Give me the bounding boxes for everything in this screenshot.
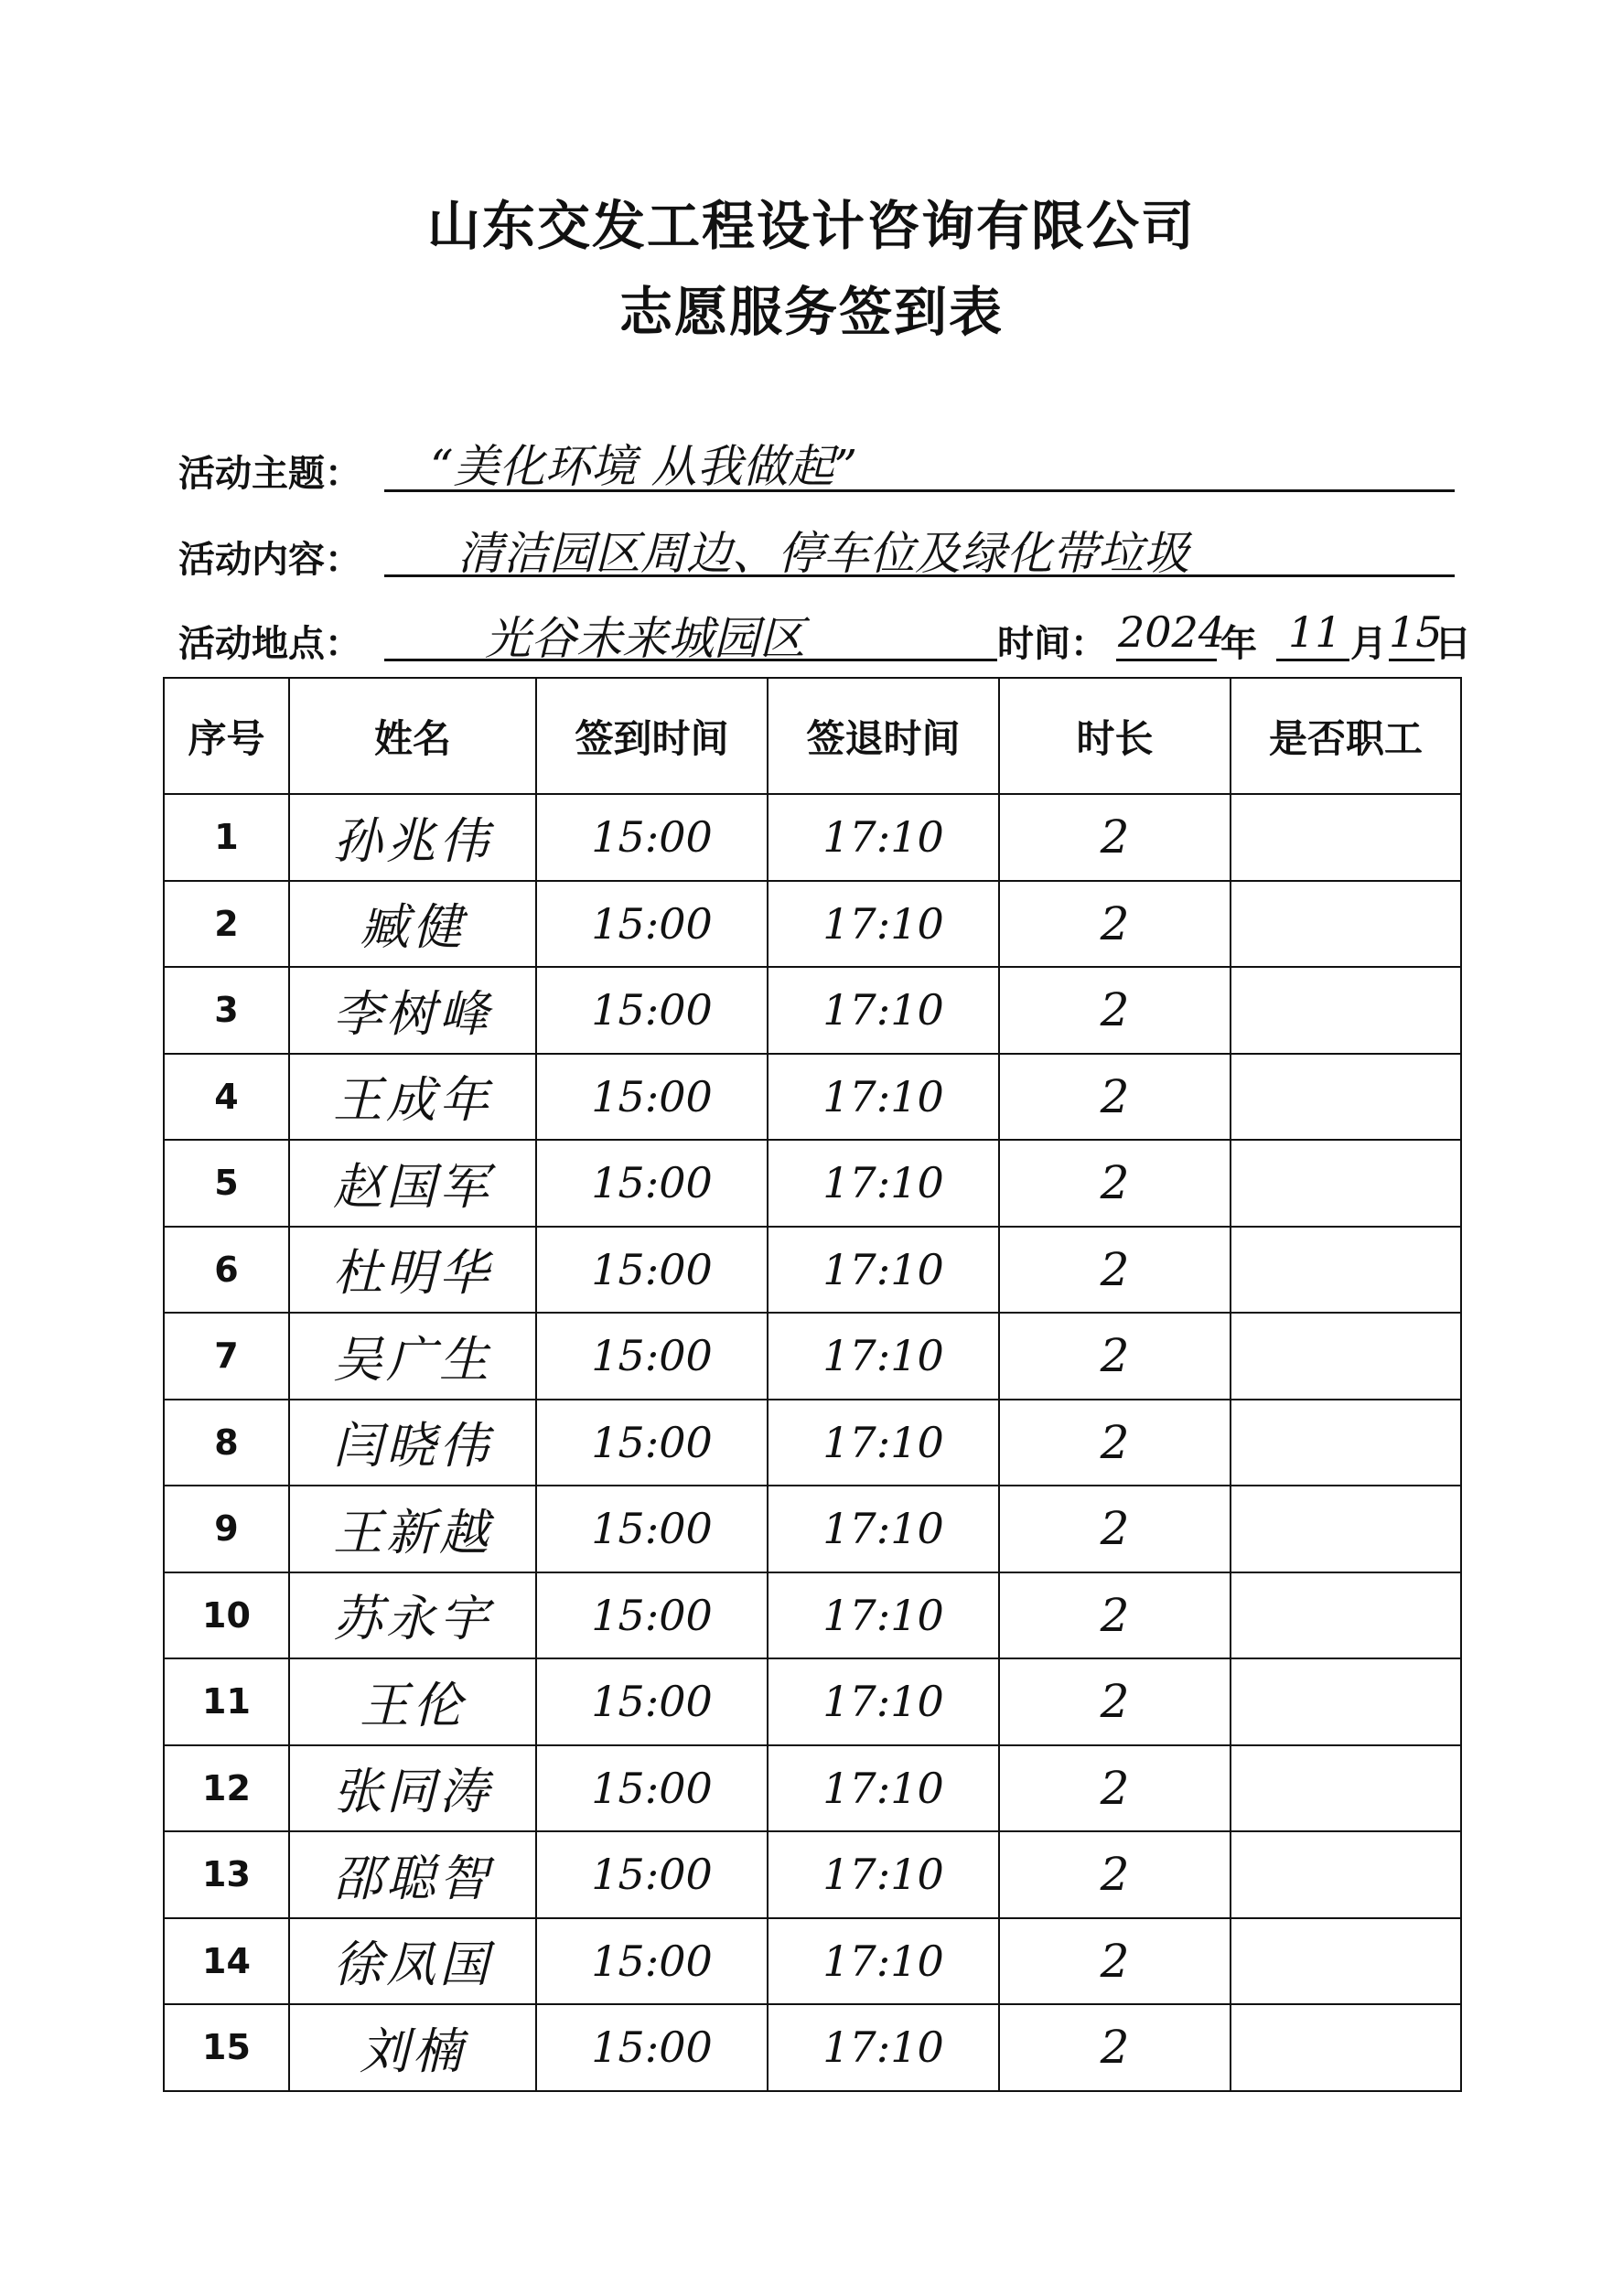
duration-hours: 2 bbox=[999, 794, 1231, 881]
table-row bbox=[164, 1658, 1461, 1745]
table-row bbox=[164, 881, 1461, 968]
date-day: 15 bbox=[1389, 607, 1443, 657]
signout-time: 17:10 bbox=[768, 1658, 999, 1745]
signature-name: 王新越 bbox=[289, 1486, 536, 1572]
signin-time: 15:00 bbox=[536, 2004, 768, 2091]
signin-time: 15:00 bbox=[536, 794, 768, 881]
row-number: 12 bbox=[164, 1745, 289, 1832]
duration-hours: 2 bbox=[999, 2004, 1231, 2091]
signout-time: 17:10 bbox=[768, 1831, 999, 1918]
table-header-row bbox=[164, 678, 1461, 794]
row-number: 2 bbox=[164, 881, 289, 968]
row-number: 4 bbox=[164, 1054, 289, 1141]
row-number: 14 bbox=[164, 1918, 289, 2005]
duration-hours: 2 bbox=[999, 1745, 1231, 1832]
signature-name: 闫晓伟 bbox=[289, 1400, 536, 1486]
date-month: 11 bbox=[1288, 607, 1342, 657]
col-header-signin: 签到时间 bbox=[536, 678, 768, 794]
theme-label: 活动主题： bbox=[178, 453, 361, 495]
signature-name: 王伦 bbox=[289, 1658, 536, 1745]
signature-name: 赵国军 bbox=[289, 1140, 536, 1227]
duration-hours: 2 bbox=[999, 1572, 1231, 1659]
row-number: 15 bbox=[164, 2004, 289, 2091]
day-underline bbox=[1389, 659, 1435, 661]
signin-time: 15:00 bbox=[536, 1400, 768, 1486]
signin-time: 15:00 bbox=[536, 1486, 768, 1572]
staff-flag bbox=[1231, 1831, 1461, 1918]
signout-time: 17:10 bbox=[768, 1313, 999, 1400]
row-number: 5 bbox=[164, 1140, 289, 1227]
signin-time: 15:00 bbox=[536, 1918, 768, 2005]
company-name: 山东交发工程设计咨询有限公司 bbox=[426, 195, 1196, 257]
form-title: 志愿服务签到表 bbox=[618, 281, 1004, 343]
table-row bbox=[164, 967, 1461, 1054]
signout-time: 17:10 bbox=[768, 1054, 999, 1141]
duration-hours: 2 bbox=[999, 1918, 1231, 2005]
signin-time: 15:00 bbox=[536, 967, 768, 1054]
signout-time: 17:10 bbox=[768, 1140, 999, 1227]
signout-time: 17:10 bbox=[768, 2004, 999, 2091]
signature-name: 张同涛 bbox=[289, 1745, 536, 1832]
signin-time: 15:00 bbox=[536, 1054, 768, 1141]
table-row bbox=[164, 2004, 1461, 2091]
duration-hours: 2 bbox=[999, 1227, 1231, 1314]
staff-flag bbox=[1231, 1054, 1461, 1141]
staff-flag bbox=[1231, 1313, 1461, 1400]
location-label: 活动地点： bbox=[178, 623, 361, 665]
row-number: 1 bbox=[164, 794, 289, 881]
signature-name: 刘楠 bbox=[289, 2004, 536, 2091]
staff-flag bbox=[1231, 1658, 1461, 1745]
signout-time: 17:10 bbox=[768, 1918, 999, 2005]
signin-time: 15:00 bbox=[536, 1658, 768, 1745]
col-header-name: 姓名 bbox=[289, 678, 536, 794]
signature-name: 邵聪智 bbox=[289, 1831, 536, 1918]
staff-flag bbox=[1231, 794, 1461, 881]
signin-time: 15:00 bbox=[536, 1313, 768, 1400]
col-header-staff: 是否职工 bbox=[1231, 678, 1461, 794]
staff-flag bbox=[1231, 2004, 1461, 2091]
signin-time: 15:00 bbox=[536, 1745, 768, 1832]
signature-name: 臧健 bbox=[289, 881, 536, 968]
staff-flag bbox=[1231, 881, 1461, 968]
signout-time: 17:10 bbox=[768, 1400, 999, 1486]
row-number: 13 bbox=[164, 1831, 289, 1918]
staff-flag bbox=[1231, 967, 1461, 1054]
row-number: 6 bbox=[164, 1227, 289, 1314]
table-row bbox=[164, 1054, 1461, 1141]
table-row bbox=[164, 1918, 1461, 2005]
signature-name: 吴广生 bbox=[289, 1313, 536, 1400]
table-row bbox=[164, 1572, 1461, 1659]
duration-hours: 2 bbox=[999, 967, 1231, 1054]
month-underline bbox=[1276, 659, 1349, 661]
duration-hours: 2 bbox=[999, 1831, 1231, 1918]
row-number: 9 bbox=[164, 1486, 289, 1572]
signout-time: 17:10 bbox=[768, 794, 999, 881]
row-number: 11 bbox=[164, 1658, 289, 1745]
table-row bbox=[164, 1486, 1461, 1572]
duration-hours: 2 bbox=[999, 1140, 1231, 1227]
staff-flag bbox=[1231, 1918, 1461, 2005]
content-value: 清洁园区周边、停车位及绿化带垃圾 bbox=[457, 527, 1189, 580]
signature-name: 李树峰 bbox=[289, 967, 536, 1054]
col-header-duration: 时长 bbox=[999, 678, 1231, 794]
staff-flag bbox=[1231, 1745, 1461, 1832]
signout-time: 17:10 bbox=[768, 1227, 999, 1314]
duration-hours: 2 bbox=[999, 1313, 1231, 1400]
signature-name: 孙兆伟 bbox=[289, 794, 536, 881]
staff-flag bbox=[1231, 1400, 1461, 1486]
duration-hours: 2 bbox=[999, 881, 1231, 968]
signout-time: 17:10 bbox=[768, 1572, 999, 1659]
staff-flag bbox=[1231, 1572, 1461, 1659]
date-year: 2024 bbox=[1118, 607, 1226, 657]
staff-flag bbox=[1231, 1227, 1461, 1314]
signature-name: 杜明华 bbox=[289, 1227, 536, 1314]
year-underline bbox=[1116, 659, 1217, 661]
col-header-no: 序号 bbox=[164, 678, 289, 794]
row-number: 8 bbox=[164, 1400, 289, 1486]
signin-time: 15:00 bbox=[536, 1831, 768, 1918]
content-label: 活动内容： bbox=[178, 539, 361, 581]
staff-flag bbox=[1231, 1486, 1461, 1572]
row-number: 7 bbox=[164, 1313, 289, 1400]
signature-name: 徐凤国 bbox=[289, 1918, 536, 2005]
signin-time: 15:00 bbox=[536, 1140, 768, 1227]
table-row bbox=[164, 794, 1461, 881]
table-row bbox=[164, 1831, 1461, 1918]
row-number: 3 bbox=[164, 967, 289, 1054]
duration-hours: 2 bbox=[999, 1400, 1231, 1486]
month-unit: 月 bbox=[1350, 623, 1387, 665]
location-value: 光谷未来城园区 bbox=[485, 612, 805, 665]
day-unit: 日 bbox=[1435, 623, 1471, 665]
time-label: 时间： bbox=[997, 623, 1107, 665]
table-row bbox=[164, 1400, 1461, 1486]
table-row bbox=[164, 1227, 1461, 1314]
duration-hours: 2 bbox=[999, 1658, 1231, 1745]
signin-time: 15:00 bbox=[536, 1227, 768, 1314]
duration-hours: 2 bbox=[999, 1486, 1231, 1572]
signout-time: 17:10 bbox=[768, 1745, 999, 1832]
table-row bbox=[164, 1140, 1461, 1227]
theme-value: “美化环境 从我做起” bbox=[430, 440, 858, 493]
signout-time: 17:10 bbox=[768, 1486, 999, 1572]
row-number: 10 bbox=[164, 1572, 289, 1659]
table-row bbox=[164, 1313, 1461, 1400]
staff-flag bbox=[1231, 1140, 1461, 1227]
col-header-signout: 签退时间 bbox=[768, 678, 999, 794]
signature-name: 苏永宇 bbox=[289, 1572, 536, 1659]
duration-hours: 2 bbox=[999, 1054, 1231, 1141]
signin-table bbox=[163, 677, 1462, 2092]
table-row bbox=[164, 1745, 1461, 1832]
signature-name: 王成年 bbox=[289, 1054, 536, 1141]
year-unit: 年 bbox=[1220, 623, 1257, 665]
signout-time: 17:10 bbox=[768, 881, 999, 968]
signout-time: 17:10 bbox=[768, 967, 999, 1054]
signin-time: 15:00 bbox=[536, 1572, 768, 1659]
signin-time: 15:00 bbox=[536, 881, 768, 968]
